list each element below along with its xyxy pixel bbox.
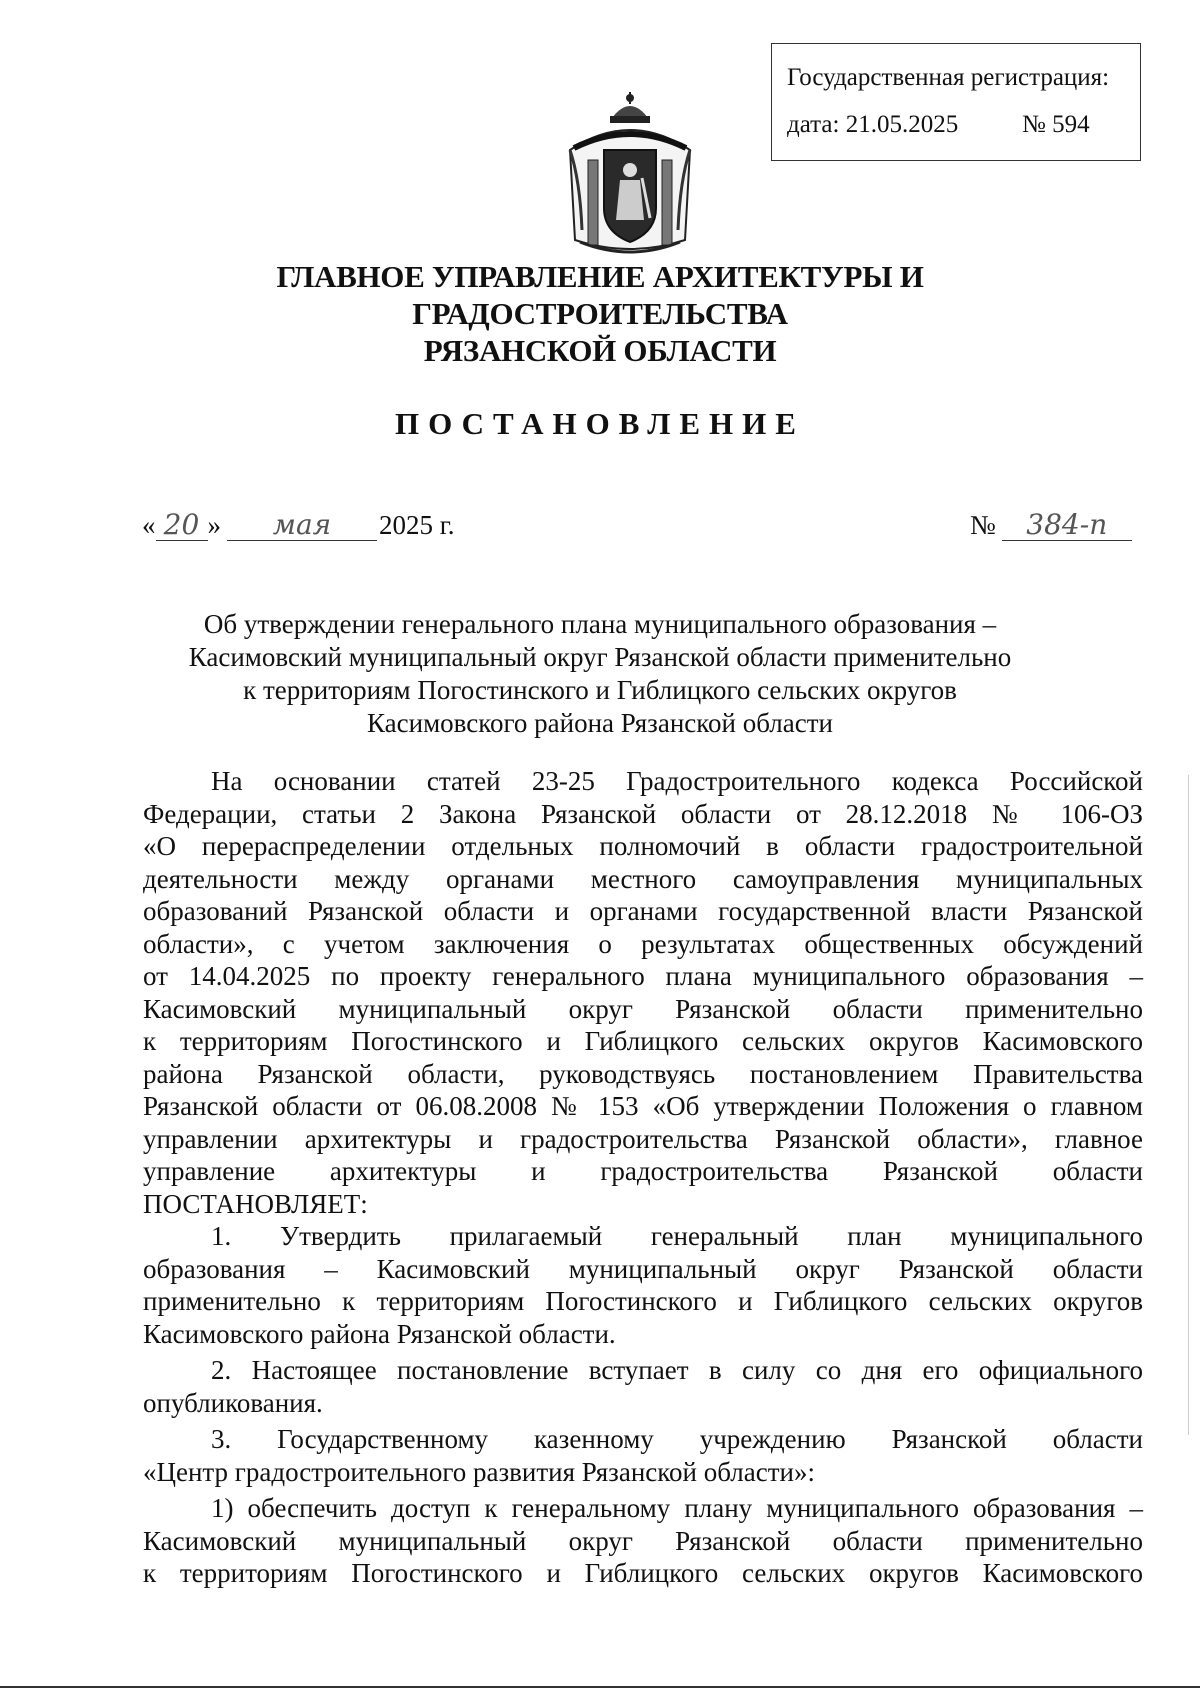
body-line: района Рязанской области, руководствуясь постановлением Правительства — [143, 1058, 1143, 1089]
subject-line: Об утверждении генерального плана муниципального образования – — [203, 609, 997, 639]
page-bottom-rule — [0, 1686, 1200, 1688]
body-line: «О перераспределении отдельных полномочий в области градостроительной — [143, 831, 1143, 861]
date-day-handwritten: 20 — [156, 510, 208, 541]
registration-title: Государственная регистрация: — [787, 64, 1110, 91]
subject-line: Касимовского района Рязанской области — [367, 708, 833, 738]
registration-stamp — [771, 43, 1141, 161]
body-line: управлении архитектуры и градостроительства Рязанской области», главное — [143, 1123, 1143, 1154]
body-line: «Центр градостроительного развития Рязанской области»: — [143, 1456, 815, 1487]
document-number-handwritten: 384-п — [1002, 510, 1132, 541]
document-subject — [150, 608, 1050, 740]
body-line: к территориям Погостинского и Гиблицкого сельских округов Касимовского — [143, 1558, 1143, 1588]
document-number — [970, 510, 1132, 541]
document-date — [142, 510, 455, 541]
body-line: Касимовского района Рязанской области. — [143, 1318, 616, 1349]
registration-date: дата: 21.05.2025 — [787, 111, 959, 138]
body-line: Касимовский муниципальный округ Рязанской области применительно — [143, 993, 1143, 1024]
date-year: 2025 г. — [379, 510, 455, 540]
body-line: 2. Настоящее постановление вступает в силу со дня его официального — [211, 1355, 1143, 1385]
body-line: Федерации, статьи 2 Закона Рязанской области от 28.12.2018 № 106-ОЗ — [143, 798, 1143, 829]
body-line: ПОСТАНОВЛЯЕТ: — [143, 1188, 368, 1219]
body-line: деятельности между органами местного самоуправления муниципальных — [143, 863, 1143, 894]
body-line: На основании статей 23-25 Градостроительного кодекса Российской — [211, 766, 1143, 796]
body-line: опубликования. — [143, 1387, 323, 1418]
body-line: области», с учетом заключения о результатах общественных обсуждений — [143, 928, 1143, 959]
body-line: Касимовский муниципальный округ Рязанской области применительно — [143, 1525, 1143, 1556]
body-line: образований Рязанской области и органами государственной власти Рязанской — [143, 896, 1143, 926]
body-line: от 14.04.2025 по проекту генерального плана муниципального образования – — [143, 961, 1143, 991]
registration-number: № 594 — [1022, 111, 1090, 138]
organization-title-line-2: РЯЗАНСКОЙ ОБЛАСТИ — [423, 333, 777, 368]
date-close-quote: » — [207, 510, 221, 540]
organization-title — [100, 258, 1100, 369]
subject-line: к территориям Погостинского и Гиблицкого сельских округов — [243, 675, 957, 705]
body-line: применительно к территориям Погостинского и Гиблицкого сельских округов — [143, 1286, 1143, 1316]
body-line: 3. Государственному казенному учреждению Рязанской области — [211, 1424, 1143, 1454]
body-line: управление архитектуры и градостроительства Рязанской области — [143, 1156, 1143, 1186]
body-line: к территориям Погостинского и Гиблицкого сельских округов Касимовского — [143, 1026, 1143, 1056]
body-line: Рязанской области от 06.08.2008 № 153 «Об утверждении Положения о главном — [143, 1091, 1143, 1121]
date-open-quote: « — [142, 510, 156, 540]
scan-edge-mark — [1188, 775, 1189, 1435]
body-line: 1. Утвердить прилагаемый генеральный план муниципального — [211, 1221, 1143, 1251]
subject-line: Касимовский муниципальный округ Рязанской области применительно — [188, 642, 1012, 672]
date-month-handwritten: мая — [227, 510, 377, 541]
document-type-heading: ПОСТАНОВЛЕНИЕ — [395, 406, 805, 441]
document-number-label: № — [970, 510, 996, 540]
document-body — [143, 765, 1143, 1590]
body-line: образования – Касимовский муниципальный округ Рязанской области — [143, 1253, 1143, 1284]
ryazan-coat-of-arms-icon — [560, 90, 700, 260]
body-line: 1) обеспечить доступ к генеральному плану муниципального образования – — [211, 1493, 1143, 1523]
organization-title-line-1: ГЛАВНОЕ УПРАВЛЕНИЕ АРХИТЕКТУРЫ И ГРАДОСТРОИТЕЛЬСТВА — [276, 259, 924, 331]
